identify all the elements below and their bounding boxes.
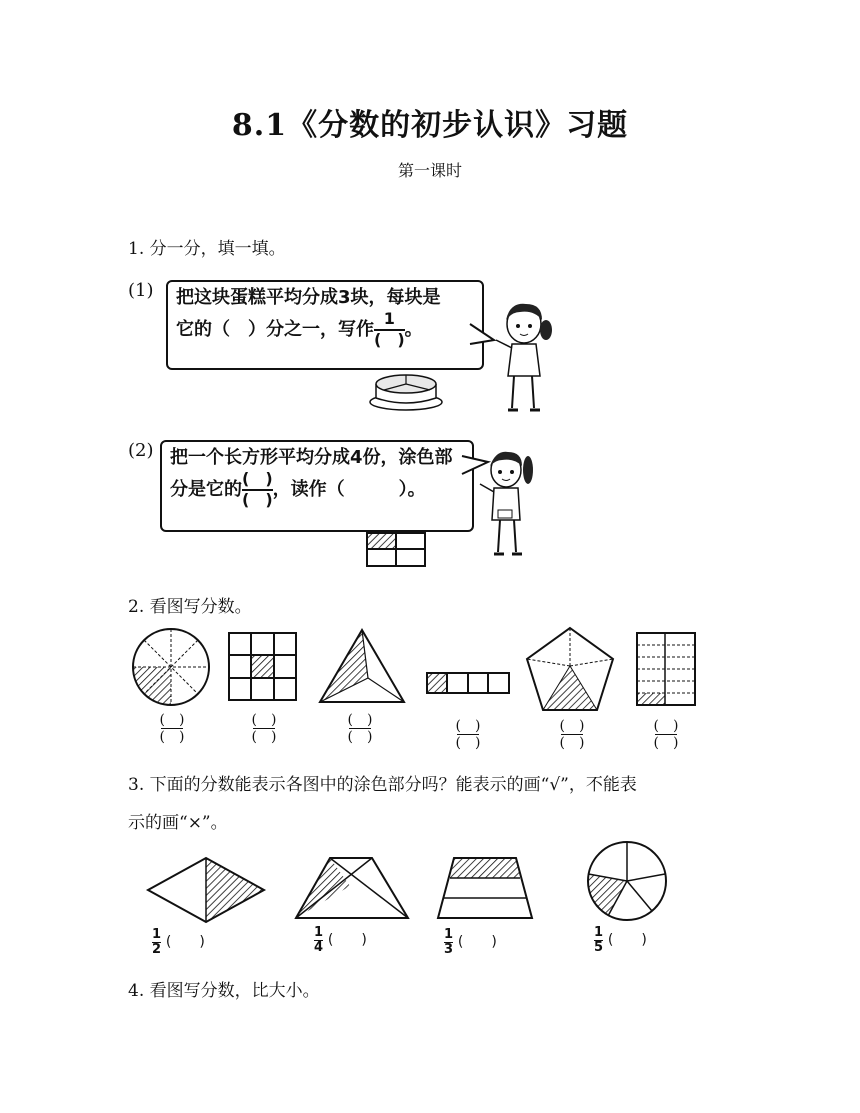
pentagon-fifths-figure [524, 626, 616, 714]
answer-fraction-blank[interactable]: ( ) ( ) [653, 718, 679, 752]
girl-illustration-icon [474, 448, 544, 562]
answer-fraction-blank[interactable]: ( ) ( ) [559, 718, 585, 752]
rectangle-quarters-figure [366, 532, 428, 568]
answer-fraction-blank[interactable]: ( ) ( ) [159, 712, 185, 746]
fraction-denominator-blank[interactable]: ( ) [242, 489, 273, 509]
circle-unequal-parts-figure [586, 840, 670, 924]
girl-illustration-icon [490, 300, 560, 420]
q1-part2-line1: 把一个长方形平均分成4份，涂色部 [170, 447, 453, 468]
circle-eighths-figure [132, 628, 212, 708]
question-3-heading-cont: 示的画“×”。 [128, 813, 228, 833]
q1-part2-number: (2) [128, 440, 154, 461]
fraction-check-item[interactable]: $\frac{1}{4}$ ( ) [314, 925, 367, 955]
q1-part1-number: (1) [128, 280, 154, 301]
answer-fraction-blank[interactable]: ( ) ( ) [455, 718, 481, 752]
cake-icon [366, 372, 446, 414]
triangle-thirds-figure [318, 628, 406, 706]
answer-fraction-blank[interactable]: ( ) ( ) [251, 712, 277, 746]
question-1-heading: 1. 分一分，填一填。 [128, 239, 286, 259]
trapezoid-quarters-figure [292, 856, 412, 922]
q1-part2-text: 分是它的 [170, 478, 242, 500]
page-title: 8.1《分数的初步认识》习题 [231, 108, 629, 143]
cross-squares-figure [228, 632, 300, 704]
q1-part1-line1: 把这块蛋糕平均分成3块，每块是 [176, 287, 441, 308]
fraction-numerator-blank[interactable]: ( ) [242, 469, 273, 488]
question-2-heading: 2. 看图写分数。 [128, 597, 252, 617]
page-subtitle: 第一课时 [397, 161, 462, 180]
q1-part2-fraction [242, 471, 273, 509]
q1-part2-line2 [170, 471, 472, 509]
answer-fraction-blank[interactable]: ( ) ( ) [347, 712, 373, 746]
fraction-numerator: 1 [383, 309, 395, 328]
strip-quarters-figure [426, 672, 512, 696]
trapezoid-thirds-figure [436, 856, 536, 922]
question-4-heading: 4. 看图写分数，比大小。 [128, 981, 320, 1001]
q1-part1-fraction [374, 311, 405, 349]
rhombus-halves-figure [146, 856, 266, 924]
q1-part2-read-as: ，读作（ ）。 [272, 478, 426, 500]
grid-twelfths-figure [636, 632, 698, 708]
q1-part1-speech-bubble [166, 280, 484, 370]
fraction-check-item[interactable]: $\frac{1}{2}$ ( ) [152, 927, 205, 957]
q1-part1-line2 [176, 311, 482, 349]
fraction-check-item[interactable]: $\frac{1}{5}$ ( ) [594, 925, 647, 955]
fraction-denominator-blank[interactable]: ( ) [374, 329, 405, 349]
question-3-heading: 3. 下面的分数能表示各图中的涂色部分吗？能表示的画“√”，不能表 [128, 775, 637, 795]
q1-part2-speech-bubble [160, 440, 474, 532]
q1-part1-end: 。 [404, 318, 423, 340]
fraction-check-item[interactable]: $\frac{1}{3}$ ( ) [444, 927, 497, 957]
q1-part1-text: 它的（ ）分之一，写作 [176, 318, 374, 340]
